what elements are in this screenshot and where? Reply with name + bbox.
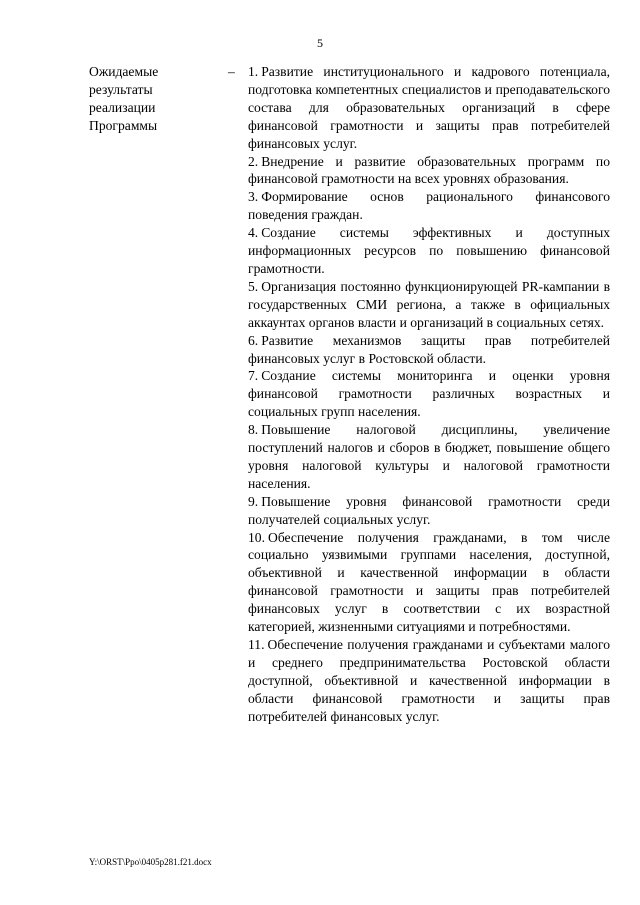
- item-text: Развитие механизмов защиты прав потребителей финансовых услуг в Ростовской области.: [248, 332, 610, 366]
- list-item: [248, 63, 610, 153]
- list-item: [248, 367, 610, 421]
- results-list: [248, 63, 610, 726]
- item-text: Развитие институционального и кадрового потенциала, подготовка компетентных специалистов и преподавательского состава для образовательных организаций в сфере финансовой грамотности и защиты прав потребителей финансовых услуг.: [248, 64, 610, 151]
- item-text: Повышение налоговой дисциплины, увеличение поступлений налогов и сборов в бюджет, повышение общего уровня налоговой культуры и налоговой грамотности населения.: [248, 422, 610, 491]
- item-text: Обеспечение получения гражданами и субъектами малого и среднего предпринимательства Ростовской области доступной, объективной и качественной информации в области финансовой грамотности и защиты прав потребителей финансовых услуг.: [248, 637, 610, 724]
- section-label: [89, 63, 209, 135]
- page-number: 5: [317, 36, 323, 50]
- list-item: [248, 153, 610, 189]
- list-item: [248, 188, 610, 224]
- item-number: 6.: [248, 332, 259, 348]
- list-item: [248, 636, 610, 726]
- item-text: Обеспечение получения гражданами, в том числе социально уязвимыми группами населения, доступной, объективной и качественной информации в области финансовой грамотности и защиты прав потребителей финансовых услуг в соответствии с их возрастной категорией, жизненными ситуациями и потребностями.: [248, 529, 610, 635]
- list-item: [248, 278, 610, 332]
- list-item: [248, 224, 610, 278]
- item-number: 11.: [248, 637, 265, 652]
- item-text: Создание системы мониторинга и оценки уровня финансовой грамотности различных возрастных и социальных групп населения.: [248, 368, 610, 420]
- item-number: 9.: [248, 493, 259, 509]
- list-item: [248, 332, 610, 368]
- item-text: Формирование основ рационального финансового поведения граждан.: [248, 189, 610, 223]
- item-text: Организация постоянно функционирующей PR-кампании в государственных СМИ региона, а также в официальных аккаунтах органов власти и организаций в социальных сетях.: [248, 278, 610, 330]
- item-number: 10.: [248, 529, 265, 545]
- list-item: [248, 529, 610, 636]
- item-number: 1.: [248, 64, 259, 79]
- section-label-line: реализации: [89, 100, 156, 115]
- item-number: 8.: [248, 422, 259, 438]
- footer-file-path: Y:\ORST\Ppo\0405p281.f21.docx: [89, 857, 212, 867]
- item-number: 2.: [248, 153, 259, 169]
- list-item: [248, 493, 610, 529]
- section-label-line: Ожидаемые: [89, 64, 159, 79]
- list-item: [248, 421, 610, 493]
- item-number: 5.: [248, 278, 259, 294]
- section-dash: –: [228, 64, 235, 79]
- item-text: Повышение уровня финансовой грамотности среди получателей социальных услуг.: [248, 493, 610, 527]
- item-number: 3.: [248, 189, 259, 205]
- item-number: 7.: [248, 368, 259, 384]
- section-label-line: результаты: [89, 82, 153, 97]
- item-text: Внедрение и развитие образовательных программ по финансовой грамотности на всех уровнях образования.: [248, 153, 610, 187]
- item-number: 4.: [248, 225, 259, 241]
- section-label-line: Программы: [89, 118, 158, 133]
- item-text: Создание системы эффективных и доступных информационных ресурсов по повышению финансовой грамотности.: [248, 225, 610, 276]
